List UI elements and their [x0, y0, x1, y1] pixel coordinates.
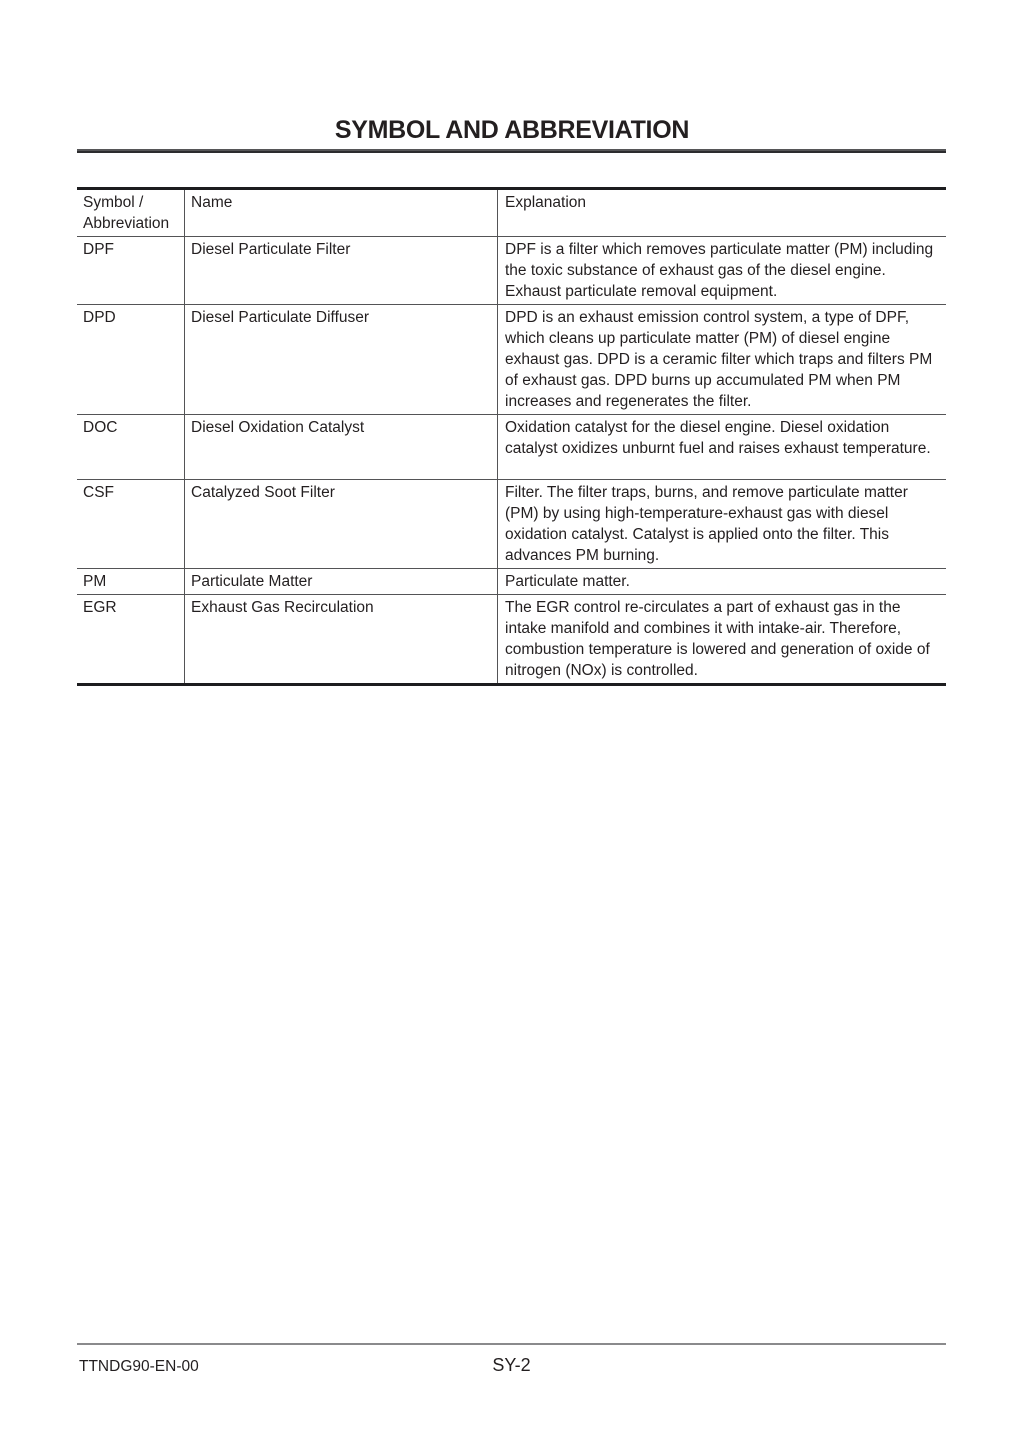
symbol-cell: CSF: [77, 480, 185, 568]
name-cell: Catalyzed Soot Filter: [185, 480, 498, 568]
symbol-cell: DOC: [77, 415, 185, 479]
table-row-dpf: [77, 236, 946, 304]
explanation-cell: The EGR control re-circulates a part of exhaust gas in the intake manifold and combines it with intake-air. Therefore, combustion temperature is lowered and generation of oxide of nitrogen (NOx) is controlled.: [505, 599, 930, 679]
title-double-rule: [77, 149, 946, 153]
explanation-cell: Filter. The filter traps, burns, and remove particulate matter (PM) by using high-temperature-exhaust gas with diesel oxidation catalyst. Catalyst is applied onto the filter. This advances PM burning.: [505, 484, 908, 564]
table-row-csf: [77, 479, 946, 568]
symbol-cell: EGR: [77, 595, 185, 683]
symbol-cell: PM: [77, 569, 185, 594]
name-cell: Diesel Oxidation Catalyst: [185, 415, 498, 479]
abbreviation-table: [77, 187, 946, 686]
column-header-explanation: Explanation: [505, 194, 587, 211]
column-header-symbol: Symbol / Abbreviation: [77, 190, 185, 236]
table-row-pm: [77, 568, 946, 594]
name-cell: Exhaust Gas Recirculation: [185, 595, 498, 683]
document-number: TTNDG90-EN-00: [79, 1358, 199, 1375]
explanation-cell: Particulate matter.: [505, 573, 630, 590]
symbol-cell: DPF: [77, 237, 185, 304]
table-row-dpd: [77, 304, 946, 414]
name-cell: Diesel Particulate Diffuser: [185, 305, 498, 414]
explanation-cell: DPD is an exhaust emission control system, a type of DPF, which cleans up particulate matter (PM) of diesel engine exhaust gas. DPD is a ceramic filter which traps and filters PM of exhaust gas. DPD burns up accumulated PM when PM increases and regenerates the filter.: [505, 309, 933, 410]
page-title: SYMBOL AND ABBREVIATION: [334, 116, 690, 144]
table-header-row: [77, 190, 946, 236]
table-row-doc: [77, 414, 946, 479]
explanation-cell: Oxidation catalyst for the diesel engine. Diesel oxidation catalyst oxidizes unburnt fuel and raises exhaust temperature.: [505, 419, 931, 457]
symbol-cell: DPD: [77, 305, 185, 414]
table-row-egr: [77, 594, 946, 683]
name-cell: Particulate Matter: [185, 569, 498, 594]
page-number: SY-2: [492, 1355, 531, 1375]
explanation-cell: DPF is a filter which removes particulate matter (PM) including the toxic substance of exhaust gas of the diesel engine. Exhaust particulate removal equipment.: [505, 241, 934, 300]
column-header-name: Name: [185, 190, 498, 236]
name-cell: Diesel Particulate Filter: [185, 237, 498, 304]
footer-rule: [77, 1343, 946, 1345]
page-footer: [77, 1354, 946, 1384]
